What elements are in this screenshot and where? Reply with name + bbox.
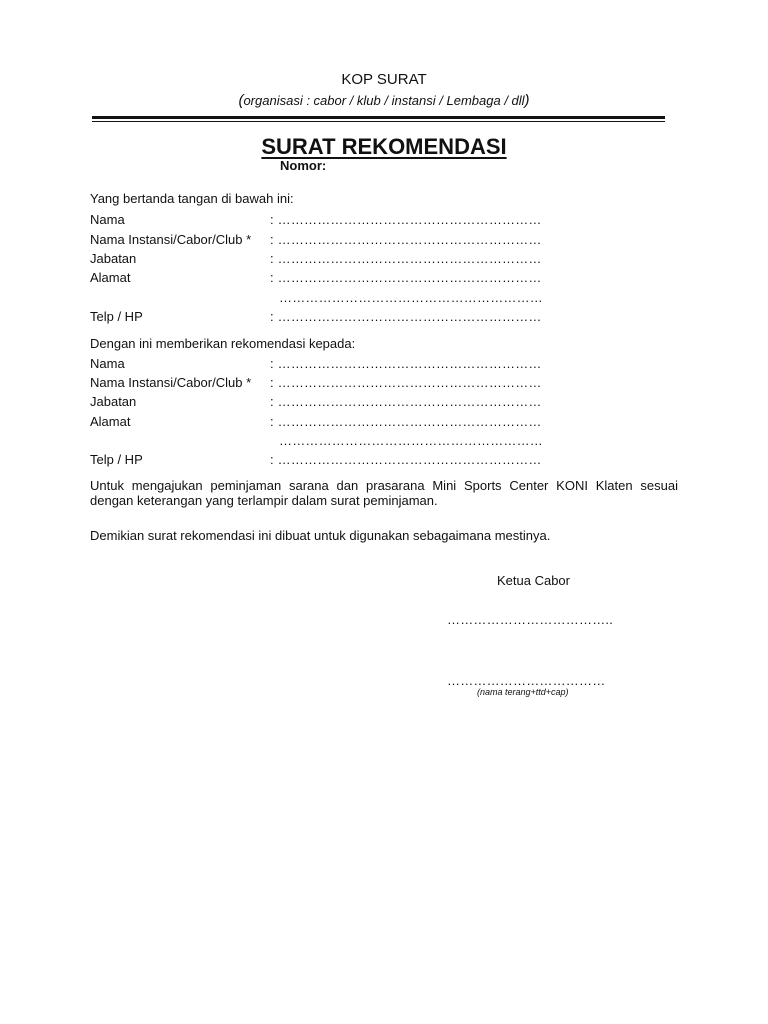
kop-subtitle-text: organisasi : cabor / klub / instansi / Lembaga / dll (243, 93, 525, 108)
signature-note: (nama terang+ttd+cap) (477, 687, 569, 697)
header-divider-thick (92, 116, 665, 119)
section2-value-alamat: : …………………………………………………… (270, 414, 542, 429)
section2-label-telp: Telp / HP (90, 452, 143, 467)
signature-dots-bottom: ……………………………… (447, 673, 606, 688)
signature-dots-top: ……………………………….. (447, 612, 614, 627)
kop-surat-title: KOP SURAT (341, 71, 427, 88)
document-title: SURAT REKOMENDASI (261, 134, 507, 159)
section1-label-instansi: Nama Instansi/Cabor/Club * (90, 232, 252, 247)
section1-label-jabatan: Jabatan (90, 251, 137, 266)
section2-label-alamat: Alamat (90, 414, 131, 429)
section1-value-alamat: : …………………………………………………… (270, 270, 542, 285)
kop-subtitle-close-paren: ) (524, 92, 530, 109)
nomor-label: Nomor: (280, 158, 327, 173)
body-paragraph-1 (90, 478, 678, 508)
signature-role: Ketua Cabor (497, 573, 570, 588)
kop-surat-subtitle (0, 92, 768, 109)
section1-label-nama: Nama (90, 212, 125, 227)
section1-value-alamat-line2: …………………………………………………… (279, 290, 543, 305)
section2-value-telp: : …………………………………………………… (270, 452, 542, 467)
section1-value-instansi: : …………………………………………………… (270, 232, 542, 247)
section2-value-instansi: : …………………………………………………… (270, 375, 542, 390)
section2-value-jabatan: : …………………………………………………… (270, 394, 542, 409)
body-paragraph-1-line-2: dengan keterangan yang terlampir dalam surat peminjaman. (90, 493, 438, 508)
section2-intro: Dengan ini memberikan rekomendasi kepada: (90, 336, 356, 351)
section2-label-nama: Nama (90, 356, 125, 371)
section2-label-instansi: Nama Instansi/Cabor/Club * (90, 375, 252, 390)
section2-value-alamat-line2: …………………………………………………… (279, 433, 543, 448)
section1-value-nama: : …………………………………………………… (270, 212, 542, 227)
section1-value-jabatan: : …………………………………………………… (270, 251, 542, 266)
section2-label-jabatan: Jabatan (90, 394, 137, 409)
section1-label-telp: Telp / HP (90, 309, 143, 324)
body-paragraph-1-line-1: Untuk mengajukan peminjaman sarana dan prasarana Mini Sports Center KONI Klaten sesuai (90, 478, 678, 493)
section2-value-nama: : …………………………………………………… (270, 356, 542, 371)
body-paragraph-2: Demikian surat rekomendasi ini dibuat untuk digunakan sebagaimana mestinya. (90, 528, 551, 543)
section1-value-telp: : …………………………………………………… (270, 309, 542, 324)
kop-subtitle-open-paren: ( (238, 92, 244, 109)
section1-label-alamat: Alamat (90, 270, 131, 285)
header-divider-thin (92, 121, 665, 122)
section1-intro: Yang bertanda tangan di bawah ini: (90, 191, 294, 206)
